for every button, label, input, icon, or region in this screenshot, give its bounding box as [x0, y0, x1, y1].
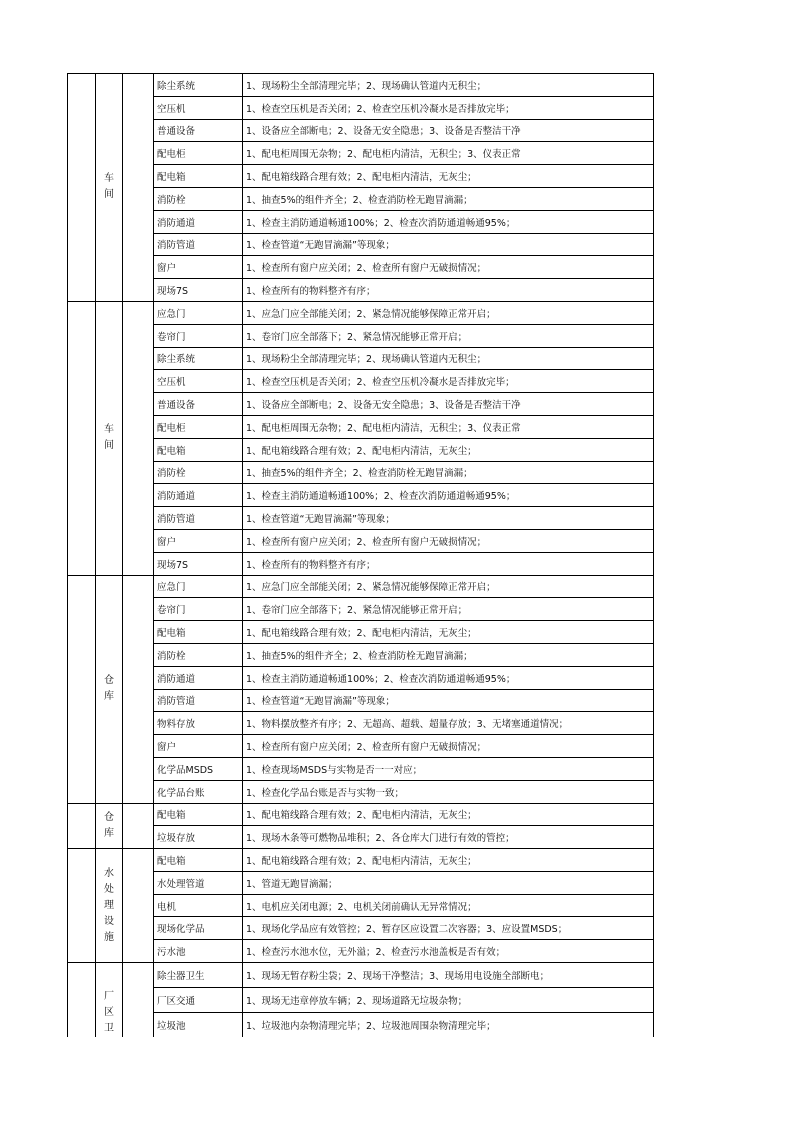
inspection-requirement: 1、物料摆放整齐有序；2、无超高、超载、超量存放；3、无堵塞通道情况； [243, 712, 654, 735]
table-row [68, 324, 654, 347]
inspection-item: 垃圾存放 [154, 826, 243, 849]
table-row [68, 988, 654, 1013]
inspection-requirement: 1、检查所有窗户应关闭；2、检查所有窗户无破损情况； [243, 529, 654, 552]
inspection-item: 现场7S [154, 552, 243, 575]
inspection-item: 空压机 [154, 370, 243, 393]
table-row [68, 598, 654, 621]
inspection-requirement: 1、卷帘门应全部落下；2、紧急情况能够正常开启； [243, 598, 654, 621]
table-row [68, 826, 654, 849]
inspection-requirement: 1、现场无违章停放车辆；2、现场道路无垃圾杂物； [243, 988, 654, 1013]
inspection-requirement: 1、检查主消防通道畅通100%；2、检查次消防通道畅通95%； [243, 666, 654, 689]
blank-cell [123, 963, 154, 1038]
table-row [68, 552, 654, 575]
table-row [68, 689, 654, 712]
inspection-requirement: 1、抽查5%的组件齐全；2、检查消防栓无跑冒滴漏； [243, 643, 654, 666]
inspection-requirement: 1、现场木条等可燃物品堆积；2、各仓库大门进行有效的管控； [243, 826, 654, 849]
inspection-table-container [67, 73, 667, 1040]
inspection-requirement: 1、应急门应全部能关闭；2、紧急情况能够保障正常开启； [243, 301, 654, 324]
table-row [68, 74, 654, 97]
table-row [68, 712, 654, 735]
inspection-item: 配电柜 [154, 415, 243, 438]
section-label-cell [96, 803, 123, 849]
inspection-requirement: 1、检查主消防通道畅通100%；2、检查次消防通道畅通95%； [243, 210, 654, 233]
table-row [68, 233, 654, 256]
inspection-requirement: 1、检查污水池水位，无外溢；2、检查污水池盖板是否有效； [243, 940, 654, 963]
inspection-item: 垃圾池 [154, 1013, 243, 1037]
inspection-requirement: 1、配电箱线路合理有效；2、配电柜内清洁，无灰尘； [243, 849, 654, 872]
section-label-cell [96, 74, 123, 302]
inspection-requirement: 1、检查管道“无跑冒滴漏”等现象； [243, 689, 654, 712]
table-row [68, 96, 654, 119]
inspection-item: 消防管道 [154, 507, 243, 530]
section-label-cell [96, 963, 123, 1038]
table-row [68, 621, 654, 644]
inspection-requirement: 1、卷帘门应全部落下；2、紧急情况能够正常开启； [243, 324, 654, 347]
section-label: 车间 [104, 173, 114, 201]
table-row [68, 940, 654, 963]
inspection-item: 物料存放 [154, 712, 243, 735]
blank-cell [68, 575, 96, 803]
table-row [68, 735, 654, 758]
inspection-requirement: 1、垃圾池内杂物清理完毕；2、垃圾池周围杂物清理完毕； [243, 1013, 654, 1037]
table-row [68, 643, 654, 666]
blank-cell [123, 849, 154, 963]
inspection-table [67, 73, 654, 1037]
table-row [68, 780, 654, 803]
inspection-requirement: 1、抽查5%的组件齐全；2、检查消防栓无跑冒滴漏； [243, 187, 654, 210]
table-row [68, 894, 654, 917]
inspection-requirement: 1、检查所有窗户应关闭；2、检查所有窗户无破损情况； [243, 735, 654, 758]
inspection-item: 窗户 [154, 735, 243, 758]
inspection-item: 消防管道 [154, 233, 243, 256]
inspection-requirement: 1、检查所有的物料整齐有序； [243, 279, 654, 302]
table-row [68, 301, 654, 324]
inspection-requirement: 1、管道无跑冒滴漏； [243, 871, 654, 894]
inspection-item: 普通设备 [154, 393, 243, 416]
table-row [68, 438, 654, 461]
table-row [68, 370, 654, 393]
inspection-item: 化学品MSDS [154, 757, 243, 780]
table-row [68, 507, 654, 530]
inspection-item: 现场化学品 [154, 917, 243, 940]
table-row [68, 666, 654, 689]
inspection-item: 水处理管道 [154, 871, 243, 894]
table-row [68, 529, 654, 552]
table-row [68, 484, 654, 507]
inspection-requirement: 1、现场粉尘全部清理完毕；2、现场确认管道内无积尘； [243, 347, 654, 370]
inspection-item: 空压机 [154, 96, 243, 119]
inspection-item: 卷帘门 [154, 598, 243, 621]
table-row [68, 917, 654, 940]
inspection-item: 污水池 [154, 940, 243, 963]
blank-cell [68, 301, 96, 575]
blank-cell [123, 74, 154, 302]
inspection-requirement: 1、配电箱线路合理有效；2、配电柜内清洁，无灰尘； [243, 621, 654, 644]
blank-cell [68, 849, 96, 963]
blank-cell [123, 301, 154, 575]
section-label: 仓库 [104, 675, 114, 703]
blank-cell [68, 963, 96, 1038]
inspection-item: 卷帘门 [154, 324, 243, 347]
section-label-cell [96, 301, 123, 575]
inspection-requirement: 1、检查空压机是否关闭；2、检查空压机冷凝水是否排放完毕； [243, 370, 654, 393]
inspection-requirement: 1、现场粉尘全部清理完毕；2、现场确认管道内无积尘； [243, 74, 654, 97]
inspection-item: 配电柜 [154, 142, 243, 165]
table-row [68, 347, 654, 370]
inspection-requirement: 1、检查化学品台账是否与实物一致； [243, 780, 654, 803]
inspection-item: 厂区交通 [154, 988, 243, 1013]
inspection-requirement: 1、检查所有的物料整齐有序； [243, 552, 654, 575]
table-row [68, 871, 654, 894]
section-label: 厂区卫 [104, 991, 114, 1035]
inspection-item: 除尘器卫生 [154, 963, 243, 988]
table-row [68, 393, 654, 416]
inspection-requirement: 1、检查所有窗户应关闭；2、检查所有窗户无破损情况； [243, 256, 654, 279]
inspection-item: 普通设备 [154, 119, 243, 142]
section-label-cell [96, 849, 123, 963]
inspection-item: 消防通道 [154, 484, 243, 507]
inspection-item: 消防管道 [154, 689, 243, 712]
inspection-requirement: 1、现场化学品应有效管控；2、暂存区应设置二次容器；3、应设置MSDS； [243, 917, 654, 940]
inspection-requirement: 1、配电箱线路合理有效；2、配电柜内清洁，无灰尘； [243, 165, 654, 188]
table-row [68, 849, 654, 872]
inspection-requirement: 1、设备应全部断电；2、设备无安全隐患；3、设备是否整洁干净 [243, 119, 654, 142]
table-row [68, 575, 654, 598]
inspection-item: 电机 [154, 894, 243, 917]
inspection-item: 化学品台账 [154, 780, 243, 803]
blank-cell [123, 575, 154, 803]
blank-cell [68, 74, 96, 302]
inspection-item: 配电箱 [154, 165, 243, 188]
inspection-item: 配电箱 [154, 438, 243, 461]
inspection-item: 消防栓 [154, 461, 243, 484]
table-row [68, 803, 654, 826]
section-label: 车间 [104, 424, 114, 452]
inspection-requirement: 1、配电柜周围无杂物；2、配电柜内清洁，无积尘；3、仪表正常 [243, 142, 654, 165]
inspection-item: 消防栓 [154, 643, 243, 666]
inspection-item: 窗户 [154, 256, 243, 279]
section-label: 水处理设施 [104, 867, 114, 943]
table-row [68, 165, 654, 188]
table-row [68, 210, 654, 233]
inspection-item: 窗户 [154, 529, 243, 552]
table-row [68, 1013, 654, 1037]
inspection-item: 消防栓 [154, 187, 243, 210]
inspection-item: 现场7S [154, 279, 243, 302]
inspection-requirement: 1、配电箱线路合理有效；2、配电柜内清洁，无灰尘； [243, 803, 654, 826]
section-label-cell [96, 575, 123, 803]
inspection-item: 除尘系统 [154, 74, 243, 97]
inspection-item: 消防通道 [154, 210, 243, 233]
table-row [68, 256, 654, 279]
inspection-requirement: 1、现场无暂存粉尘袋；2、现场干净整洁；3、现场用电设施全部断电； [243, 963, 654, 988]
inspection-item: 消防通道 [154, 666, 243, 689]
inspection-requirement: 1、检查现场MSDS与实物是否一一对应； [243, 757, 654, 780]
inspection-requirement: 1、配电箱线路合理有效；2、配电柜内清洁，无灰尘； [243, 438, 654, 461]
table-row [68, 279, 654, 302]
inspection-item: 配电箱 [154, 621, 243, 644]
inspection-requirement: 1、设备应全部断电；2、设备无安全隐患；3、设备是否整洁干净 [243, 393, 654, 416]
table-row [68, 415, 654, 438]
table-row [68, 963, 654, 988]
inspection-requirement: 1、检查主消防通道畅通100%；2、检查次消防通道畅通95%； [243, 484, 654, 507]
inspection-requirement: 1、应急门应全部能关闭；2、紧急情况能够保障正常开启； [243, 575, 654, 598]
blank-cell [123, 803, 154, 849]
inspection-requirement: 1、配电柜周围无杂物；2、配电柜内清洁，无积尘；3、仪表正常 [243, 415, 654, 438]
section-label: 仓库 [104, 811, 114, 839]
inspection-item: 应急门 [154, 575, 243, 598]
inspection-requirement: 1、检查管道“无跑冒滴漏”等现象； [243, 507, 654, 530]
table-row [68, 461, 654, 484]
inspection-requirement: 1、电机应关闭电源；2、电机关闭前确认无异常情况； [243, 894, 654, 917]
table-row [68, 119, 654, 142]
table-row [68, 187, 654, 210]
inspection-item: 配电箱 [154, 849, 243, 872]
inspection-item: 除尘系统 [154, 347, 243, 370]
inspection-requirement: 1、检查管道“无跑冒滴漏”等现象； [243, 233, 654, 256]
table-row [68, 142, 654, 165]
inspection-item: 配电箱 [154, 803, 243, 826]
inspection-item: 应急门 [154, 301, 243, 324]
table-row [68, 757, 654, 780]
inspection-requirement: 1、抽查5%的组件齐全；2、检查消防栓无跑冒滴漏； [243, 461, 654, 484]
blank-cell [68, 803, 96, 849]
inspection-requirement: 1、检查空压机是否关闭；2、检查空压机冷凝水是否排放完毕； [243, 96, 654, 119]
